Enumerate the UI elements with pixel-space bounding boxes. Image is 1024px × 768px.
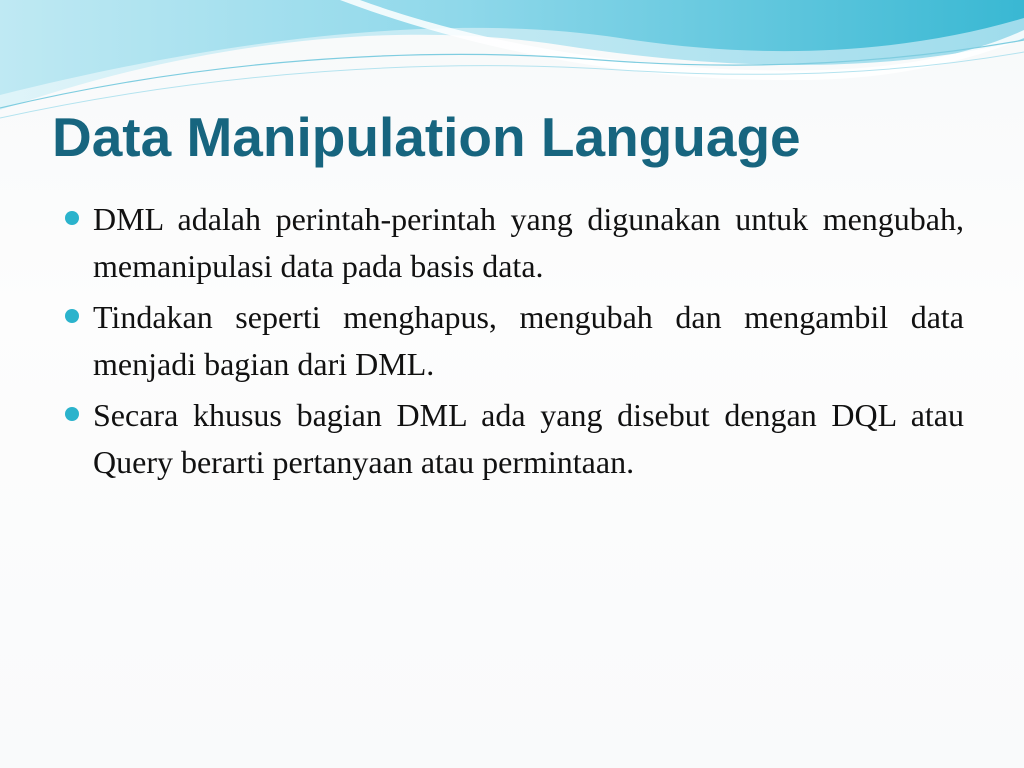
bullet-list [62, 196, 964, 490]
bullet-text: Secara khusus bagian DML ada yang disebut dengan DQL atau Query berarti pertanyaan atau permintaan. [93, 397, 964, 480]
bullet-item [62, 196, 964, 290]
bullet-text: Tindakan seperti menghapus, mengubah dan mengambil data menjadi bagian dari DML. [93, 299, 964, 382]
bullet-text: DML adalah perintah-perintah yang digunakan untuk mengubah, memanipulasi data pada basis data. [93, 201, 964, 284]
bullet-dot-icon [65, 211, 79, 225]
slide-title: Data Manipulation Language [52, 106, 801, 168]
bullet-item [62, 392, 964, 486]
bullet-item [62, 294, 964, 388]
bullet-dot-icon [65, 407, 79, 421]
bullet-dot-icon [65, 309, 79, 323]
